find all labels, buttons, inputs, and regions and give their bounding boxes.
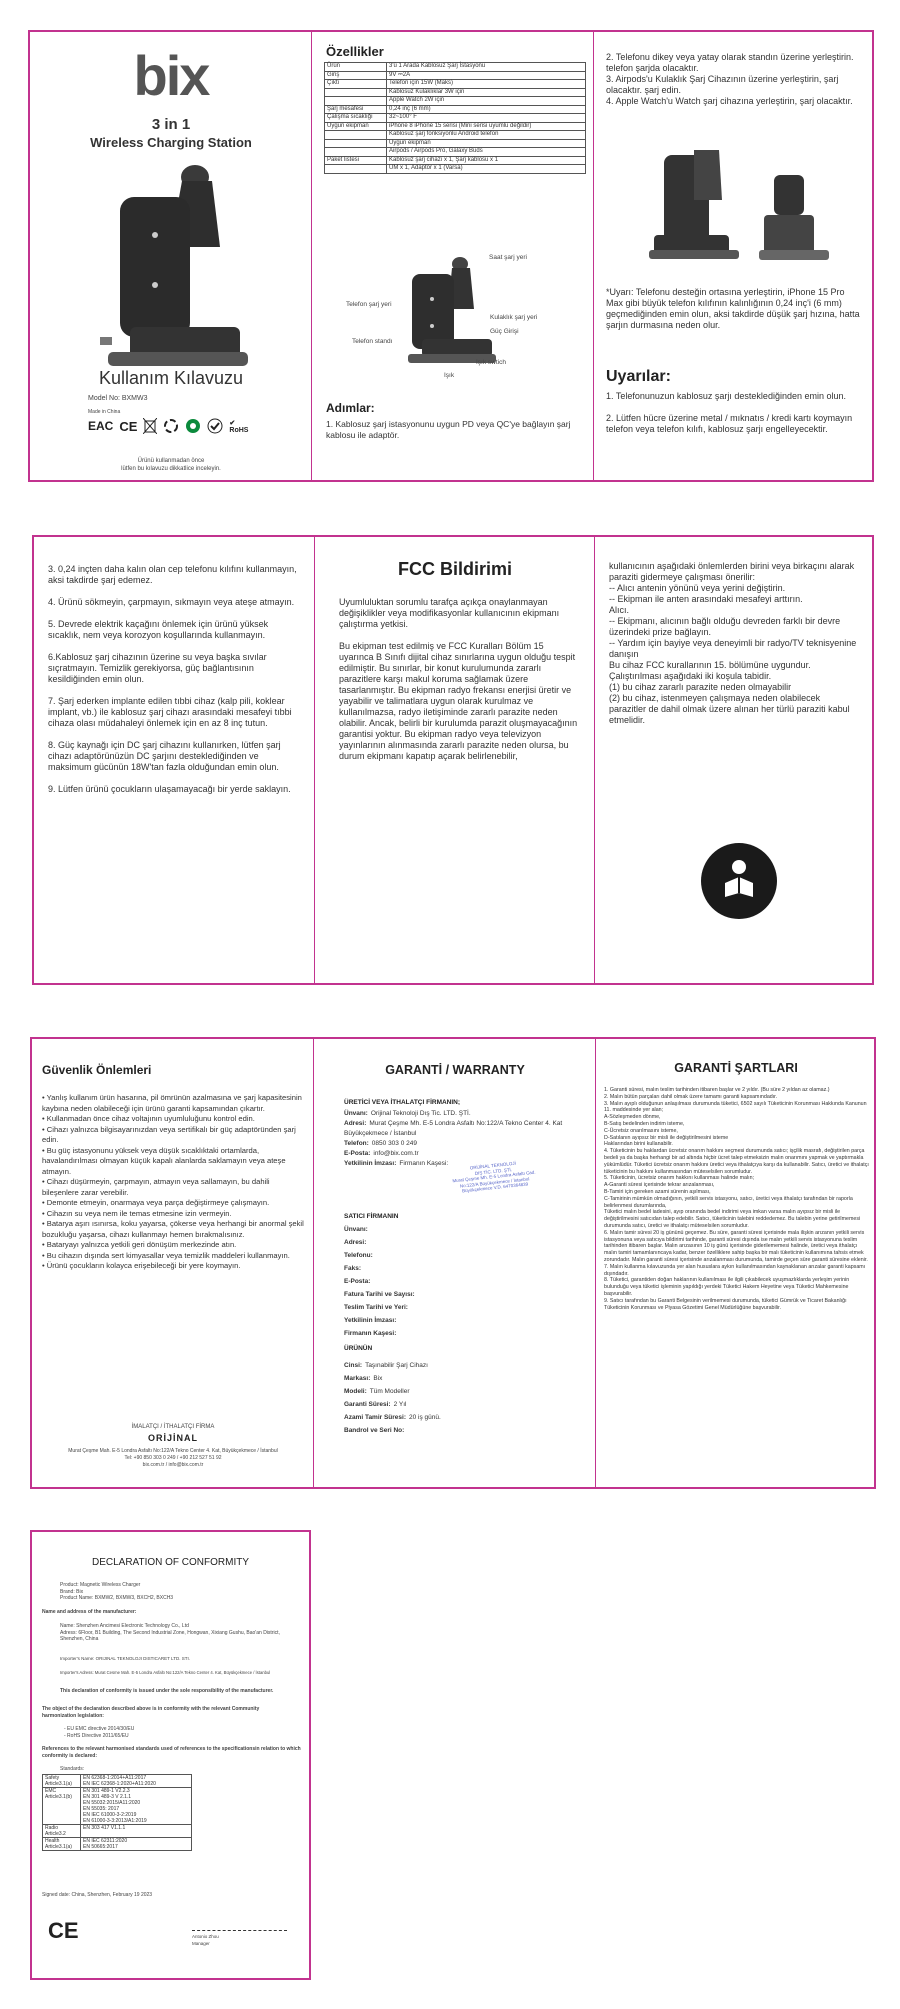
doc-responsibility: This declaration of conformity is issued under the sole responsibility of the manufacturer. bbox=[60, 1688, 274, 1694]
safety-list: • Yanlış kullanım ürün hasarına, pil ömrünün azalmasına ve şarj kapasitesinin kaybına neden olabileceği için ürünü garanti kapsamından çıkartır. • Kullanmadan önce cihaz voltajının uyumluluğunu kontrol edin. • Cihazı yalnızca bilgisayarınızdan veya sertifikalı bir güç adaptöründen şarj edin. • Bu güç istasyonunu yüksek veya düşük sıcaklıktaki ortamlarda, havalandırılması olmayan küçük kapalı alanlarda saklamayın veya ateşe atmayın. • Cihazı düşürmeyin, çarpmayın, atmayın veya sallamayın, bu dahili bileşenlere zarar verebilir. • Demonte etmeyin, onarmaya veya parça değiştirmeye çalışmayın. • Cihazın su veya nem ile temas etmesine izin vermeyin. • Batarya aşırı ısınırsa, koku yayarsa, çökerse veya herhangi bir anormal şekil bozukluğu yaşarsa, cihazı kullanmayı hemen bırakmalısınız. • Bataryayı yalnızca yetkili geri dönüşüm merkezinde atın. • Bu cihazın dışında sert kimyasallar veya temizlik maddeleri kullanmayın. • Ürünü çocukların kolayca erişebileceği bir yere koymayın. bbox=[42, 1093, 304, 1270]
spec-row bbox=[325, 97, 586, 106]
spec-key bbox=[325, 131, 387, 140]
warnings-list: 1. Telefonunuzun kablosuz şarjı desteklediğinden emin olun. 2. Lütfen hücre üzerine metal / mıknatıs / kredi kartı koymayın telefon veya telefon kılıfı, kablosuz şarjı engelleyecektir. bbox=[606, 391, 853, 434]
safety-cont-panel bbox=[34, 537, 315, 983]
form-field-label: Yetkilinin İmzası: bbox=[344, 1160, 397, 1167]
form-field-label: Garanti Süresi: bbox=[344, 1401, 391, 1408]
form-field-label: Adresi: bbox=[344, 1120, 367, 1127]
doc-product: Product: Magnetic Wireless Charger Brand: Bix Product Name: BXMW2, BXMW3, BXCH2, BXCH3 bbox=[60, 1582, 174, 1601]
cover-note: Ürünü kullanmadan önce lütfen bu kılavuzu dikkatlice inceleyin. bbox=[121, 458, 221, 472]
sheet-fcc bbox=[32, 535, 874, 985]
spec-key: Paket listesi bbox=[325, 156, 387, 165]
spec-value: Kablosuz şarj cihazı x 1, Şarj kablosu x 1 bbox=[387, 156, 586, 165]
brand-logo: bix bbox=[133, 44, 209, 107]
form-field bbox=[344, 1359, 564, 1372]
doc-manufacturer: Name: Shenzhen Ancimesi Electronic Technology Co., Ltd Adress: 6Floor, B1 Building, The Second Industrial Zone, Hongwan, Xixiang Gushu, Bao'an District, Shenzhen, China bbox=[60, 1623, 280, 1642]
recycle-icon bbox=[163, 418, 179, 434]
eac-icon: EAC bbox=[88, 419, 114, 433]
form-field-label: Adresi: bbox=[344, 1239, 367, 1246]
spec-value: 9V ⎓2A bbox=[387, 71, 586, 80]
spec-key: Ürün bbox=[325, 63, 387, 72]
spec-value: Kablosuz Kulaklıklar 3W için bbox=[387, 88, 586, 97]
spec-key bbox=[325, 165, 387, 174]
spec-row bbox=[325, 71, 586, 80]
standards-list: EN 303 417 V1.1.1 bbox=[81, 1825, 192, 1838]
spec-row bbox=[325, 80, 586, 89]
spec-key: Çalışma sıcaklığı bbox=[325, 114, 387, 123]
form-field-label: Ünvanı: bbox=[344, 1110, 368, 1117]
standards-list: EN 62368-1:2014+A11:2017 EN IEC 62368-1:2020+A11:2020 bbox=[81, 1775, 192, 1788]
cover-title-line1: 3 in 1 bbox=[151, 116, 191, 133]
form-field-value: 20 iş günü. bbox=[409, 1414, 441, 1421]
diagram-label-phone: Telefon şarj yeri bbox=[346, 301, 392, 308]
product-heading: ÜRÜNÜN bbox=[344, 1345, 373, 1352]
form-field-label: E-Posta: bbox=[344, 1278, 371, 1285]
charger-illustration bbox=[100, 157, 250, 377]
spec-value: 0,24 inç (6 mm) bbox=[387, 105, 586, 114]
form-field bbox=[344, 1223, 564, 1236]
form-field bbox=[344, 1327, 564, 1340]
spec-key: Şarj mesafesi bbox=[325, 105, 387, 114]
spec-row bbox=[325, 114, 586, 123]
doc-heading: DECLARATION OF CONFORMITY bbox=[91, 1557, 250, 1568]
form-field-value: info@bix.com.tr bbox=[373, 1150, 419, 1157]
standards-category: Health Article3.1(a) bbox=[43, 1838, 81, 1851]
form-field-label: Cinsi: bbox=[344, 1362, 363, 1369]
form-field-label: Azami Tamir Süresi: bbox=[344, 1414, 407, 1421]
spec-row bbox=[325, 139, 586, 148]
form-field bbox=[344, 1119, 564, 1139]
terms-text: 1. Garanti süresi, malın teslim tarihinden itibaren başlar ve 2 yıldır. (Bu süre 2 yıldan az olamaz.) 2. Malın bütün parçaları dahil olmak üzere tamamı garanti kapsamındadır. 3. Malın ayıplı olduğunun anlaşılması durumunda tüketici, 6502 sayılı Tüketicinin Korunması Hakkında Kanunun 11. maddesinde yer alan; A-Sözleşmeden dönme, B-Satış bedelinden indirim isteme, C-Ücretsiz onarılmasını isteme, D-Satılanın ayıpsız bir misli ile değiştirilmesini isteme Haklarından birini kullanabilir. 4. Tüketicinin bu haklardan ücretsiz onarım hakkını seçmesi durumunda satıcı; işçilik masrafı, değiştirilen parça bedeli ya da başka herhangi bir ad altında hiçbir ücret talep etmeksizin malın onarımını yapmak ve yaptırmakla yükümlüdür. Tüketici ücretsiz onarım hakkını üretici veya ithalatçıya karşı da kullanabilir. Satıcı, üretici ve ithalatçı tüketicinin bu hakkını kullanmasından müteselsilen sorumludur. 5. Tüketicinin, ücretsiz onarım hakkını kullanması halinde malın; A-Garanti süresi içerisinde tekrar arızalanması, B-Tamiri için gereken azami sürenin aşılması, C-Tamirinin mümkün olmadığının, yetkili servis istasyonu, satıcı, üretici veya ithalatçı tarafından bir raporla belirlenmesi durumlarında, Tüketici malın bedel iadesini, ayıp oranında bedel indirimi veya imkan varsa malın ayıpsız bir misli ile değiştirilmesini satıcıdan talep edebilir. Satıcı, tüketicinin talebini reddedemez. Bu talebin yerine getirilmemesi durumunda satıcı, üretici ve ithalatçı müteselsilen sorumludur. 6. Malın tamir süresi 20 iş gününü geçemez. Bu süre, garanti süresi içerisinde mala ilişkin arızanın yetkili servis istasyonuna veya satıcıya bildirimi tarihinde, garanti süresi dışında ise malın yetkili servis istasyonuna teslim tarihinden itibaren başlar. Malın arızasının 10 iş günü içerisinde giderilememesi halinde, üretici veya ithalatçı malın tamiri tamamlanıncaya kadar, benzer özelliklere sahip başka bir malı tüketicinin kullanımına tahsis etmek zorundadır. Malın garanti süresi içerisinde arızalanması durumunda, tamirde geçen süre garanti süresine eklenir. 7. Malın kullanma kılavuzunda yer alan hususlara aykırı kullanılmasından kaynaklanan arızalar garanti kapsamı dışındadır. 8. Tüketici, garantiden doğan haklarının kullanılması ile ilgili çıkabilecek uyuşmazlıklarda yerleşim yerinin bulunduğu veya tüketici işleminin yapıldığı yerdeki Tüketici Hakem Heyetine veya Tüketici Mahkemesine başvurabilir. 9. Satıcı tarafından bu Garanti Belgesinin verilmemesi durumunda, tüketici Gümrük ve Ticaret Bakanlığı Tüketicinin Korunması ve Piyasa Gözetimi Genel Müdürlüğüne başvurabilir. bbox=[604, 1087, 869, 1311]
standards-category: Radio Article3.2 bbox=[43, 1825, 81, 1838]
diagram-label-power: Güç Girişi bbox=[490, 328, 519, 335]
doc-standards-label: Standards: bbox=[60, 1766, 85, 1772]
producer-heading: ÜRETİCİ VEYA İTHALATÇI FİRMANIN; bbox=[344, 1099, 461, 1106]
form-field bbox=[344, 1424, 564, 1437]
cover-panel bbox=[30, 32, 312, 480]
form-field-label: Markası: bbox=[344, 1375, 371, 1382]
spec-value: UM x 1, Adaptör x 1 (Varsa) bbox=[387, 165, 586, 174]
form-field-label: Faks: bbox=[344, 1265, 361, 1272]
standards-table bbox=[42, 1774, 192, 1851]
spec-row bbox=[325, 105, 586, 114]
warranty-heading: GARANTİ / WARRANTY bbox=[385, 1063, 525, 1077]
spec-value: Kablosuz şarj fonksiyonlu Android telefon bbox=[387, 131, 586, 140]
importer-address: Murat Çeşme Mah. E-5 Londra Asfaltı No:122/A Tekno Center 4. Kat, Büyükçekmece / İstanbul bbox=[68, 1448, 278, 1454]
spec-row bbox=[325, 122, 586, 131]
terms-panel bbox=[596, 1039, 874, 1487]
warranty-panel bbox=[314, 1039, 596, 1487]
form-field bbox=[344, 1275, 564, 1288]
form-field-value: Orijinal Teknoloji Dış Tic. LTD. ŞTİ. bbox=[370, 1110, 471, 1117]
signature-caption: Antonio Zhou Manager bbox=[192, 1934, 219, 1946]
spec-value: Uygun ekipman bbox=[387, 139, 586, 148]
spec-value: Apple Watch 2W için bbox=[387, 97, 586, 106]
form-field-value: 0850 303 0 249 bbox=[371, 1140, 417, 1147]
sheet-declaration bbox=[30, 1530, 311, 1980]
doc-importer-name: Importer's Name: ORIJINAL TEKNOLOJI DISTICARET LTD. STI. bbox=[60, 1656, 190, 1661]
form-field-label: E-Posta: bbox=[344, 1150, 371, 1157]
form-field-label: Telefon: bbox=[344, 1140, 369, 1147]
fcc-continued-text: kullanıcının aşağıdaki önlemlerden birini veya birkaçını alarak paraziti gidermeye çalışması önerilir: -- Alıcı antenin yönünü veya yerini değiştirin. -- Ekipman ile anten arasındaki mesafeyi arttırın. Alıcı. -- Ekipmanı, alıcının bağlı olduğu devreden farklı bir devre üzerindeki prize bağlayın. -- Yardım için bayiye veya deneyimli bir radyo/TV teknisyenine danışın Bu cihaz FCC kurallarının 15. bölümüne uygundur. Çalıştırılması aşağıdaki iki koşula tabidir. (1) bu cihaz zararlı parazite neden olmayabilir (2) bu cihaz, istenmeyen çalışmaya neden olabilecek parazitler de dahil olmak üzere alınan her türlü paraziti kabul etmelidir. bbox=[609, 561, 857, 725]
ce-icon: CE bbox=[119, 418, 138, 434]
safety-panel bbox=[32, 1039, 314, 1487]
spec-row bbox=[325, 148, 586, 157]
check-icon bbox=[207, 418, 223, 434]
form-field bbox=[344, 1411, 564, 1424]
form-field bbox=[344, 1262, 564, 1275]
sheet-warranty bbox=[30, 1037, 876, 1489]
green-mark-icon bbox=[185, 418, 201, 434]
specs-heading: Özellikler bbox=[326, 44, 384, 59]
form-field-value: Taşınabilir Şarj Cihazı bbox=[365, 1362, 428, 1369]
terms-heading: GARANTİ ŞARTLARI bbox=[674, 1061, 798, 1075]
cert-marks bbox=[88, 418, 248, 434]
spec-row bbox=[325, 156, 586, 165]
spec-value: iPhone 8 iPhone 15 serisi (Mini serisi uyumlu değildir) bbox=[387, 122, 586, 131]
form-field-label: Fatura Tarihi ve Sayısı: bbox=[344, 1291, 415, 1298]
cover-title-line2: Wireless Charging Station bbox=[90, 135, 252, 150]
manual-title: Kullanım Kılavuzu bbox=[98, 368, 244, 388]
doc-signed-date: Signed date: China, Shenzhen, February 19 2023 bbox=[42, 1892, 153, 1898]
spec-value: 3'ü 1 Arada Kablosuz Şarj İstasyonu bbox=[387, 63, 586, 72]
standards-list: EN 301 489-1 V2.2.3 EN 301 489-3 V 2.1.1 EN 55032:2015/A11:2020 EN 55035: 2017 EN IEC 61000-3-2:2019 EN 61000-3-3:2013/A1:2019 bbox=[81, 1788, 192, 1825]
form-field bbox=[344, 1139, 564, 1149]
spec-row bbox=[325, 131, 586, 140]
spec-row bbox=[325, 88, 586, 97]
form-field-value: Tüm Modeller bbox=[369, 1388, 410, 1395]
form-field bbox=[344, 1314, 564, 1327]
safety-heading: Güvenlik Önlemleri bbox=[42, 1063, 152, 1077]
weee-bin-icon bbox=[143, 418, 157, 434]
importer-label: İMALATÇI / İTHALATÇI FİRMA bbox=[131, 1424, 215, 1430]
spec-value: Airpods / Airpods Pro, Galaxy Buds bbox=[387, 148, 586, 157]
spec-key bbox=[325, 97, 387, 106]
usage-panel bbox=[594, 32, 872, 480]
fcc-heading: FCC Bildirimi bbox=[397, 559, 512, 579]
steps-heading: Adımlar: bbox=[326, 401, 375, 415]
specs-table bbox=[324, 62, 586, 174]
form-field bbox=[344, 1288, 564, 1301]
form-field bbox=[344, 1301, 564, 1314]
form-field bbox=[344, 1149, 564, 1159]
form-field-value: Murat Çeşme Mh. E-5 Londra Asfaltı No:122/A Tekno Center 4. Kat Büyükçekmece / İstanbul bbox=[344, 1120, 563, 1137]
usage-steps: 2. Telefonu dikey veya yatay olarak standın üzerine yerleştirin. telefon şarjda olacaktır. 3. Airpods'u Kulaklık Şarj Cihazının üzerine yerleştirin, şarj olacaktır. şarj edin. 4. Apple Watch'u Watch şarj cihazına yerleştirin, şarj olacaktır. bbox=[606, 52, 854, 106]
form-field bbox=[344, 1109, 564, 1119]
form-field-label: Telefonu: bbox=[344, 1252, 373, 1259]
spec-key: Giriş bbox=[325, 71, 387, 80]
placement-warning-note: *Uyarı: Telefonu desteğin ortasına yerleştirin, iPhone 15 Pro Max gibi büyük telefon kılıfının kalınlığının 0,24 inç'i (6 mm) geçmediğinden emin olun, aksi takdirde düşük şarj hızına, hatta şarjın durmasına neden olur. bbox=[606, 287, 860, 330]
fcc-cont-panel bbox=[595, 537, 872, 983]
spec-key bbox=[325, 139, 387, 148]
form-field-label: Bandrol ve Seri No: bbox=[344, 1427, 405, 1434]
diagram-label-light-switch: Işık swtich bbox=[476, 359, 506, 366]
product-fields bbox=[344, 1359, 564, 1437]
importer-contact: Tel: +90 850 303 0 249 / +90 212 527 51 92 bix.com.tr / info@bix.com.tr bbox=[124, 1455, 222, 1468]
made-in: Made in China bbox=[88, 409, 121, 415]
doc-manufacturer-intro: Name and address of the manufacturer: bbox=[42, 1609, 137, 1615]
spec-value: Telefon için 15W (Maks) bbox=[387, 80, 586, 89]
standards-category: Safety Article3.1(a) bbox=[43, 1775, 81, 1788]
form-field bbox=[344, 1398, 564, 1411]
spec-row bbox=[325, 63, 586, 72]
spec-key: Uygun ekipman bbox=[325, 122, 387, 131]
spec-key bbox=[325, 148, 387, 157]
form-field bbox=[344, 1249, 564, 1262]
form-field-label: Firmanın Kaşesi: bbox=[344, 1330, 397, 1337]
company-stamp: ORİJİNAL TEKNOLOJİ DIŞ TİC. LTD. ŞTİ. Murat Çeşme Mh. E-5 Londra Asfaltı Cad. No:122/A Büyükçekmece / İstanbul Büyükçekmece V.D. 6470364839 bbox=[452, 1160, 536, 1194]
signature-line bbox=[192, 1930, 287, 1931]
spec-row bbox=[325, 165, 586, 174]
warnings-heading: Uyarılar: bbox=[606, 368, 671, 385]
usage-illustration bbox=[624, 140, 844, 275]
doc-references: References to the relevant harmonised standards used of references to the specificationsin relation to which conformity is declared: bbox=[42, 1746, 301, 1759]
form-field bbox=[344, 1236, 564, 1249]
importer-logo: ORİJİNAL bbox=[147, 1433, 198, 1443]
spec-key: Çıktı bbox=[325, 80, 387, 89]
model-number: Model No: BXMW3 bbox=[88, 395, 148, 402]
seller-fields bbox=[344, 1223, 564, 1340]
diagram-label-watch: Saat şarj yeri bbox=[489, 254, 527, 261]
standards-category: EMC Article3.1(b) bbox=[43, 1788, 81, 1825]
doc-importer-address: Importer's Adress: Murat Cesme Mah. E-5 Londra Asfaltı No:122/A Tekno Center 4. Kat, Büyükçekmece / İstanbul bbox=[60, 1670, 271, 1675]
fcc-panel bbox=[315, 537, 595, 983]
declaration-panel bbox=[32, 1532, 309, 1978]
read-manual-icon bbox=[701, 843, 777, 919]
form-field-label: Ünvanı: bbox=[344, 1226, 368, 1233]
spec-value: 32~100° F bbox=[387, 114, 586, 123]
spec-key bbox=[325, 88, 387, 97]
standards-row bbox=[43, 1788, 192, 1825]
form-field-label: Modeli: bbox=[344, 1388, 367, 1395]
standards-row bbox=[43, 1838, 192, 1851]
diagram-label-stand: Telefon standı bbox=[352, 338, 393, 345]
diagram-label-earbuds: Kulaklık şarj yeri bbox=[490, 314, 538, 321]
ce-mark: CE bbox=[48, 1918, 79, 1943]
form-field-value: 2 Yıl bbox=[393, 1401, 407, 1408]
doc-object: The object of the declaration described above is in conformity with the relevant Community harmonization legislation: bbox=[42, 1706, 260, 1719]
diagram-label-light: Işık bbox=[444, 372, 455, 379]
form-field bbox=[344, 1372, 564, 1385]
specs-panel bbox=[312, 32, 594, 480]
standards-row bbox=[43, 1825, 192, 1838]
rohs-icon: ✔ RoHS bbox=[229, 419, 249, 434]
form-field-value: Firmanın Kaşesi: bbox=[399, 1160, 449, 1167]
charger-diagram bbox=[402, 254, 502, 369]
standards-list: EN IEC 62311:2020 EN 50665:2017 bbox=[81, 1838, 192, 1851]
form-field-label: Yetkilinin İmzası: bbox=[344, 1317, 397, 1324]
sheet-cover-specs bbox=[28, 30, 874, 482]
standards-row bbox=[43, 1775, 192, 1788]
safety-continued-text: 3. 0,24 inçten daha kalın olan cep telefonu kılıfını kullanmayın, aksi takdirde şarj edemez. 4. Ürünü sökmeyin, çarpmayın, sıkmayın veya ateşe atmayın. 5. Devrede elektrik kaçağını önlemek için ürünü yüksek sıcaklık, nem veya korozyon koşullarında kullanmayın. 6.Kablosuz şarj cihazının üzerine su veya başka sıvılar sıçratmayın. Temizlik gerekiyorsa, güç bağlantısının kesildiğinden emin olun. 7. Şarj ederken implante edilen tıbbi cihaz (kalp pili, koklear implant, vb.) ile kablosuz şarj cihazı arasındaki mesafeyi tıbbi cihaza olası müdahaleyi önlemek için en az 8 inç tutun. 8. Güç kaynağı için DC şarj cihazını kullanırken, lütfen şarj cihazı adaptörünüzün DC şarjını desteklediğinden ve maksimum gücünün 18W'tan fazla olduğundan emin olun. 9. Lütfen ürünü çocukların ulaşamayacağı bir yerde saklayın. bbox=[48, 564, 297, 794]
form-field-label: Teslim Tarihi ve Yeri: bbox=[344, 1304, 408, 1311]
form-field bbox=[344, 1385, 564, 1398]
seller-heading: SATICI FİRMANIN bbox=[344, 1213, 399, 1220]
doc-directives: - EU EMC directive 2014/30/EU - RoHS Directive 2011/65/EU bbox=[64, 1726, 135, 1739]
fcc-text: Uyumluluktan sorumlu tarafça açıkça onaylanmayan değişiklikler veya modifikasyonlar kullanıcının ekipmanı çalıştırma yetkisi. Bu ekipman test edilmiş ve FCC Kuralları Bölüm 15 uyarınca B Sınıfı dijital cihaz sınırlarına uygun olduğu tespit edilmiştir. Bu sınırlar, bir konut kurulumunda zararlı parazitlere karşı makul koruma sağlamak üzere tasarlanmıştır. Bu ekipman radyo frekansı enerjisi üretir ve yayabilir ve talimatlara uygun olarak kurulmaz ve kullanılmazsa, radyo iletişiminde zararlı parazite neden olabilir. Ancak, belirli bir kurulumda parazit oluşmayacağının garantisi yoktur. Bu ekipman radyo veya televizyon yayınlarının alınmasında zararlı parazite neden olursa, bu durum ekipmanı kapatıp açarak belirlenebilir, bbox=[339, 597, 578, 761]
step-1: 1. Kablosuz şarj istasyonunu uygun PD veya QC'ye bağlayın şarj kablosu ile adaptör. bbox=[326, 419, 571, 440]
form-field-value: Bix bbox=[373, 1375, 383, 1382]
